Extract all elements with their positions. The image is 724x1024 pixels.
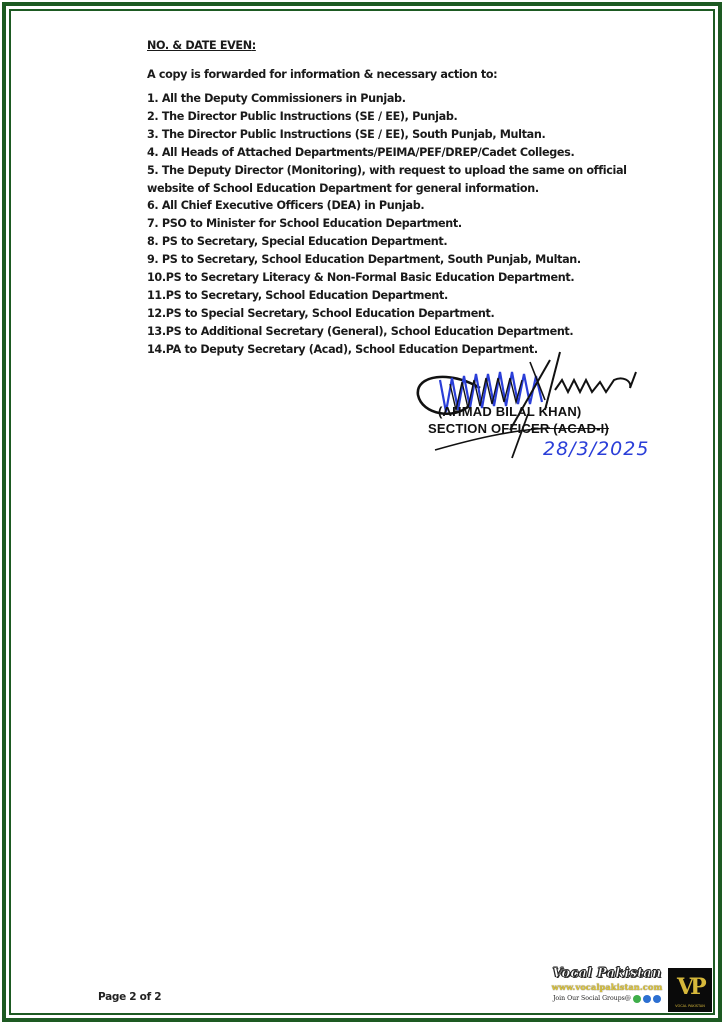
page-number: Page 2 of 2 — [98, 991, 162, 1003]
vp-logo — [668, 968, 712, 1012]
list-item: 3. The Director Public Instructions (SE / EE), South Punjab, Multan. — [147, 127, 546, 141]
handwritten-date: 28/3/2025 — [543, 438, 650, 460]
whatsapp-icon — [633, 995, 641, 1003]
heading-text: NO. & DATE EVEN — [147, 39, 252, 52]
logo-caption: VOCAL PAKISTAN — [675, 1004, 705, 1008]
list-item: 8. PS to Secretary, Special Education Department. — [147, 235, 448, 249]
list-item: 5. The Deputy Director (Monitoring), with request to upload the same on official — [147, 163, 627, 177]
list-item: 7. PSO to Minister for School Education Department. — [147, 217, 462, 231]
list-item: 2. The Director Public Instructions (SE / EE), Punjab. — [147, 109, 458, 123]
list-item: website of School Education Department for general information. — [147, 181, 539, 195]
watermark-social-row — [548, 993, 666, 1004]
facebook-icon — [643, 995, 651, 1003]
title-text: SECTION OFFIC — [428, 421, 531, 436]
signatory-title — [428, 421, 609, 436]
watermark-url: www.vocalpakistan.com — [551, 982, 663, 992]
heading-colon: : — [251, 39, 256, 52]
title-struck-text: ER (ACAD-I) — [531, 421, 610, 436]
logo-letters: VP — [677, 974, 703, 1000]
list-item: 11.PS to Secretary, School Education Department. — [147, 288, 448, 302]
list-item: 12.PS to Special Secretary, School Education Department. — [147, 306, 495, 320]
watermark-vocal-pakistan — [548, 966, 666, 1012]
list-item: 4. All Heads of Attached Departments/PEIMA/PEF/DREP/Cadet Colleges. — [147, 145, 575, 159]
social-text: Join Our Social Groups@ — [552, 995, 632, 1002]
list-item: 6. All Chief Executive Officers (DEA) in Punjab. — [147, 199, 425, 213]
signature-block — [410, 350, 670, 470]
list-item: 13.PS to Additional Secretary (General), School Education Department. — [147, 324, 574, 338]
signatory-name: (AHMAD BILAL KHAN) — [438, 404, 582, 419]
list-item: 9. PS to Secretary, School Education Department, South Punjab, Multan. — [147, 253, 581, 267]
list-item: 1. All the Deputy Commissioners in Punjab. — [147, 92, 406, 105]
recipient-list — [147, 90, 627, 359]
reference-heading — [147, 38, 617, 54]
list-item: 10.PS to Secretary Literacy & Non-Formal Basic Education Department. — [147, 271, 575, 285]
linkedin-icon — [653, 995, 661, 1003]
forwarding-intro: A copy is forwarded for information & necessary action to: — [147, 68, 498, 81]
watermark-brand: Vocal Pakistan — [552, 966, 662, 981]
list-item: 14.PA to Deputy Secretary (Acad), School Education Department. — [147, 342, 538, 356]
document-body — [147, 38, 627, 359]
